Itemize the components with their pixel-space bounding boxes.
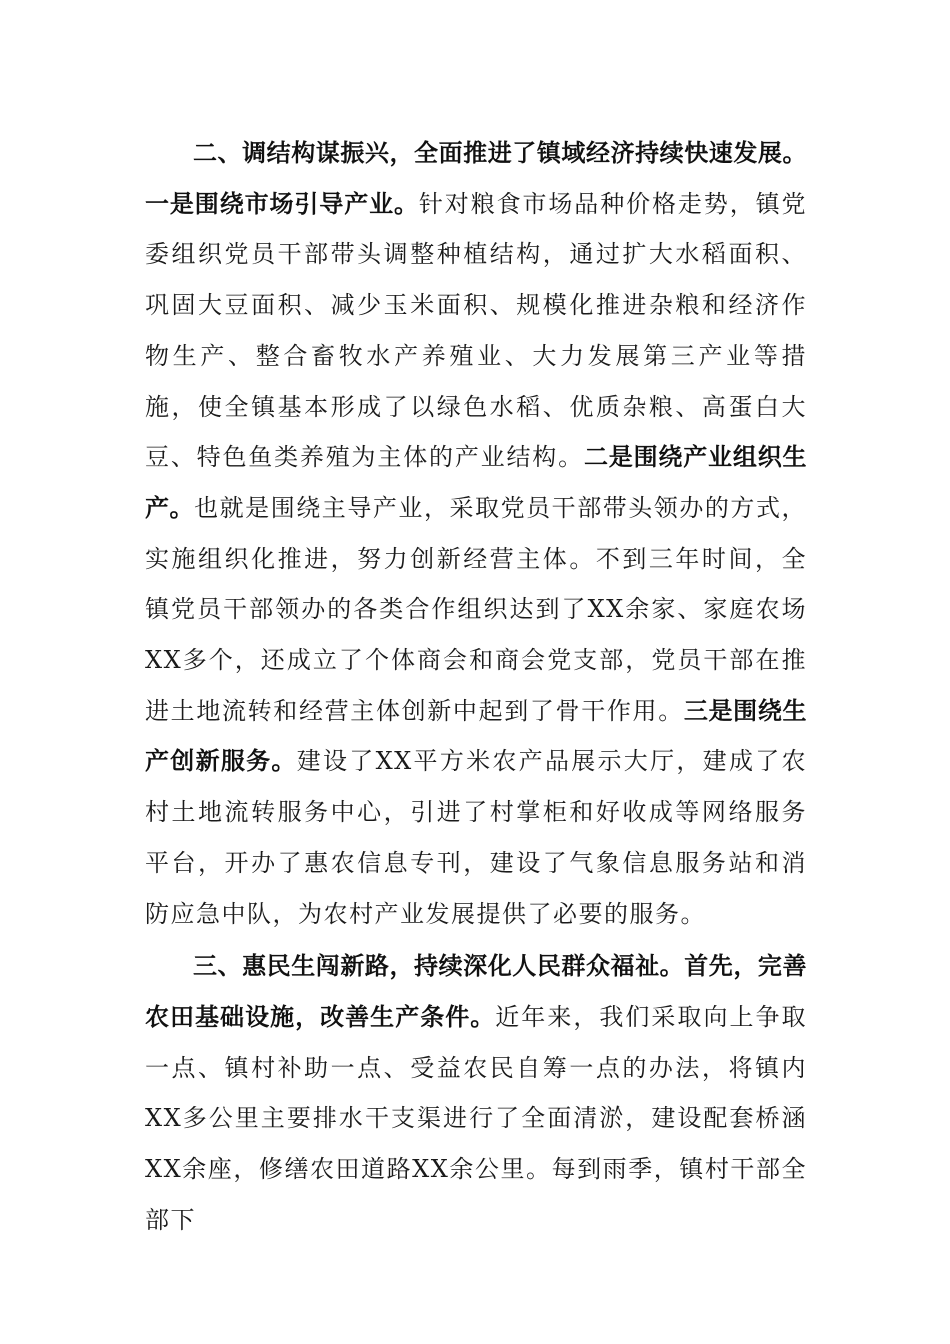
point-3-title: 三是围绕生产创新服务。	[145, 696, 807, 776]
paragraph-economy	[145, 128, 807, 939]
point-2-title: 二是围绕产业组织生产。	[145, 443, 808, 522]
point-2-text: 也就是围绕主导产业，采取党员干部带头领办的方式，实施组织化推进，努力创新经营主体。不到三年时间，全镇党员干部领办的各类合作组织达到了XX余家、家庭农场XX多个，还成立了个体商会和商会党支部，党员干部在推进土地流转和经营主体创新中起到了骨干作用。	[145, 493, 808, 725]
document-body	[145, 128, 807, 1245]
point-1-text: 针对粮食市场品种价格走势，镇党委组织党员干部带头调整种植结构，通过扩大水稻面积、巩固大豆面积、减少玉米面积、规模化推进杂粮和经济作物生产、整合畜牧水产养殖业、大力发展第三产业等措施，使全镇基本形成了以绿色水稻、优质杂粮、高蛋白大豆、特色鱼类养殖为主体的产业结构。	[145, 189, 808, 472]
section-heading-3: 三、惠民生闯新路，持续深化人民群众福祉。	[193, 952, 685, 981]
section-heading-2: 二、调结构谋振兴，全面推进了镇域经济持续快速发展。	[193, 139, 807, 167]
point-1-title: 一是围绕市场引导产业。	[145, 189, 419, 218]
point-3-text: 建设了XX平方米农产品展示大厅，建成了农村土地流转服务中心，引进了村掌柜和好收成等网络服务平台，开办了惠农信息专刊，建设了气象信息服务站和消防应急中队，为农村产业发展提供了必要的服务。	[145, 747, 808, 928]
paragraph-livelihood	[145, 941, 807, 1245]
point-first-title: 首先，完善农田基础设施，改善生产条件。	[145, 952, 807, 1031]
point-first-text: 近年来，我们采取向上争取一点、镇村补助一点、受益农民自筹一点的办法，将镇内XX多公里主要排水干支渠进行了全面清淤，建设配套桥涵XX余座，修缮农田道路XX余公里。每到雨季，镇村干部全部下	[145, 1002, 808, 1234]
